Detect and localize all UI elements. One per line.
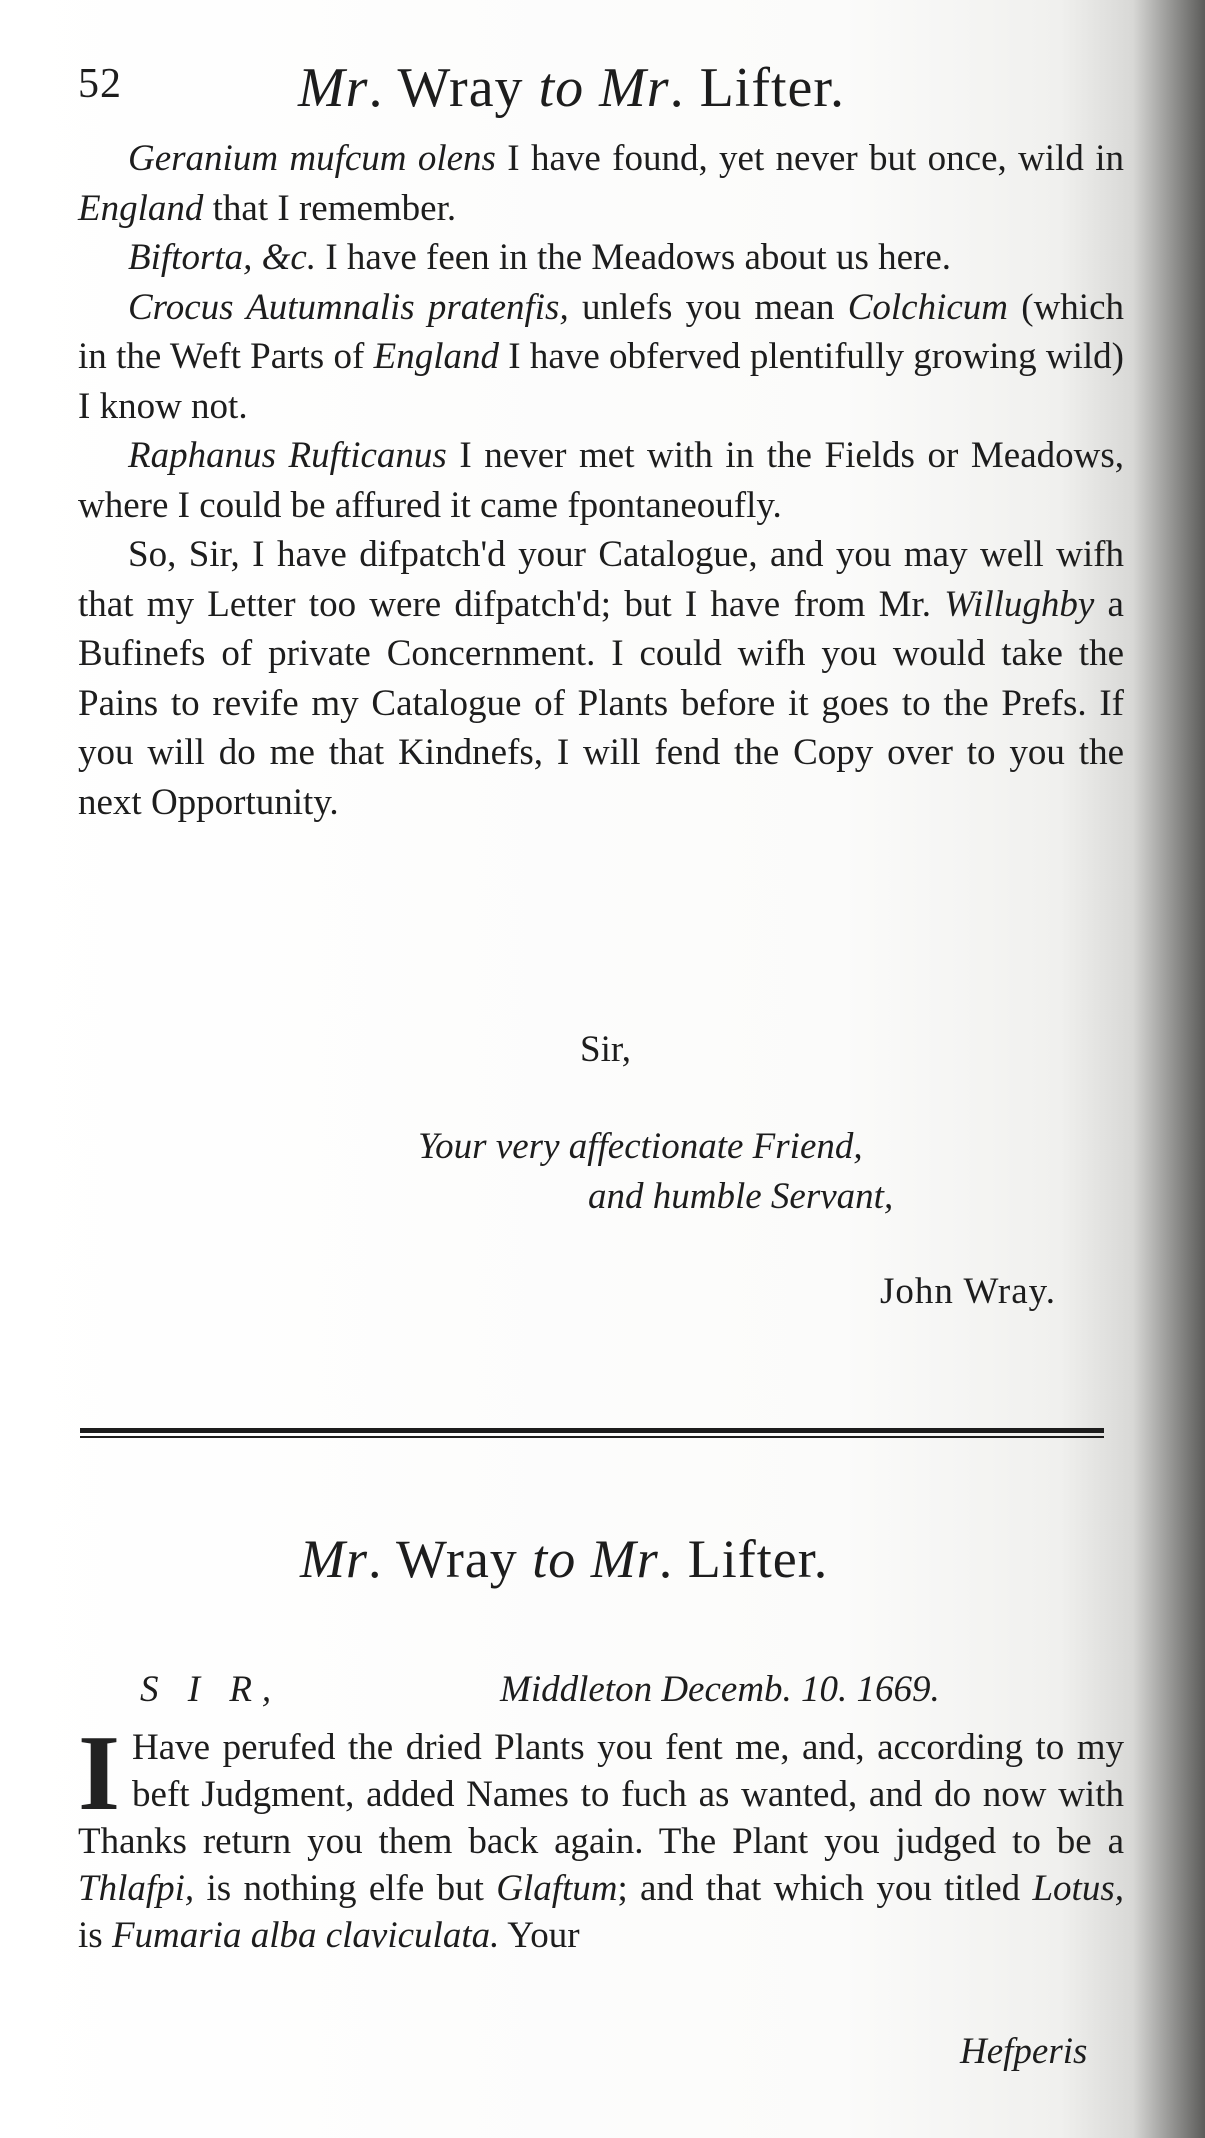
closing-line-2: and humble Servant, bbox=[588, 1176, 894, 1217]
italic-run: England bbox=[78, 187, 204, 229]
italic-run: Raphanus Rufticanus bbox=[128, 435, 447, 476]
italic-run: Geranium mufcum olens bbox=[128, 138, 496, 179]
text-run: is nothing elfe but bbox=[194, 1868, 497, 1909]
paragraph bbox=[78, 1714, 1124, 1959]
running-head-wray: Wray bbox=[383, 57, 539, 119]
text-run: is bbox=[78, 1915, 112, 1956]
text-run: I never met with in the Fields or Meadows, where I could be affured it came fpontaneoufly. bbox=[78, 435, 1125, 526]
paragraph bbox=[78, 134, 1124, 233]
italic-run: Colchicum bbox=[847, 286, 1009, 328]
closing-line-1: Your very affectionate Friend, bbox=[418, 1126, 863, 1167]
page-number: 52 bbox=[78, 61, 122, 107]
italic-run: Willughby bbox=[944, 583, 1095, 625]
text-run: ; and that which you titled bbox=[617, 1868, 1033, 1909]
signature: John Wray. bbox=[880, 1271, 1057, 1312]
second-letter-body bbox=[78, 1714, 1124, 1959]
running-head-dot-2: . bbox=[669, 57, 685, 119]
running-head-mr-1: Mr bbox=[298, 57, 369, 119]
letter-heading-wray: Wray bbox=[382, 1529, 533, 1589]
text-run: that I remember. bbox=[203, 187, 457, 229]
paragraph bbox=[78, 431, 1124, 530]
paragraph bbox=[78, 233, 1124, 283]
letter-closing bbox=[78, 1028, 1124, 1328]
text-run: I have obferved plentifully growing wild) I know not. bbox=[78, 336, 1124, 427]
closing-salutation: Sir, bbox=[580, 1029, 631, 1070]
running-head-lister: Lifter. bbox=[684, 57, 845, 119]
italic-run: Fumaria alba claviculata. bbox=[111, 1915, 500, 1956]
italic-run: England bbox=[373, 336, 499, 377]
text-run: Have perufed the dried Plants you fent me, and, according to my beft Judgment, added Names to fuch as wanted, and do now with Thanks return you them back again. The Plant you judged to be a bbox=[78, 1727, 1124, 1862]
page-header bbox=[78, 56, 1124, 128]
running-head-to: to bbox=[538, 57, 585, 119]
text-run: I have feen in the Meadows about us here. bbox=[316, 237, 952, 278]
running-head-dot-1: . bbox=[368, 57, 384, 119]
text-run: So, Sir, I have difpatch'd your Catalogue, and you may well wifh that my Letter too were difpatch'd; but I have from Mr. bbox=[78, 534, 1124, 625]
letter-heading-dot-1: . bbox=[368, 1529, 383, 1589]
running-head bbox=[298, 56, 845, 120]
letter-heading-dot-2: . bbox=[658, 1529, 674, 1589]
letter-body bbox=[78, 134, 1124, 827]
text-run: a Bufinefs of private Concernment. I could wifh you would take the Pains to revife my Catalogue of Plants before it goes to the Prefs. If you will do me that Kindnefs, I will fend the Copy over to you the next Opportunity. bbox=[78, 583, 1124, 823]
paragraph bbox=[78, 530, 1124, 827]
paragraph bbox=[78, 283, 1124, 432]
italic-run: Lotus, bbox=[1032, 1868, 1124, 1909]
double-rule-divider bbox=[80, 1428, 1104, 1433]
letter-heading-mr-1: Mr bbox=[300, 1529, 368, 1589]
text-run: (which in the Weft Parts of bbox=[78, 286, 1124, 377]
text-run: I have found, yet never but once, wild in bbox=[495, 138, 1124, 179]
letter-date: Middleton Decemb. 10. 1669. bbox=[500, 1669, 940, 1710]
italic-run: Thlafpi, bbox=[78, 1868, 195, 1909]
letter-salutation: S I R, bbox=[140, 1669, 282, 1710]
italic-run: Glaftum bbox=[496, 1868, 618, 1909]
catchword: Hefperis bbox=[960, 2031, 1088, 2072]
italic-run: Biftorta, &c. bbox=[128, 237, 317, 278]
letter-heading bbox=[300, 1528, 828, 1590]
letter-heading-to: to bbox=[532, 1529, 577, 1589]
letter-heading-lister: Lifter. bbox=[673, 1529, 829, 1589]
text-run: Your bbox=[499, 1915, 580, 1956]
letter-heading-mr-2: Mr bbox=[576, 1529, 659, 1589]
italic-run: Crocus Autumnalis pratenfis, bbox=[128, 286, 569, 328]
text-run: unlefs you mean bbox=[568, 286, 848, 328]
running-head-mr-2: Mr bbox=[584, 57, 670, 119]
drop-cap: I bbox=[78, 1714, 121, 1833]
